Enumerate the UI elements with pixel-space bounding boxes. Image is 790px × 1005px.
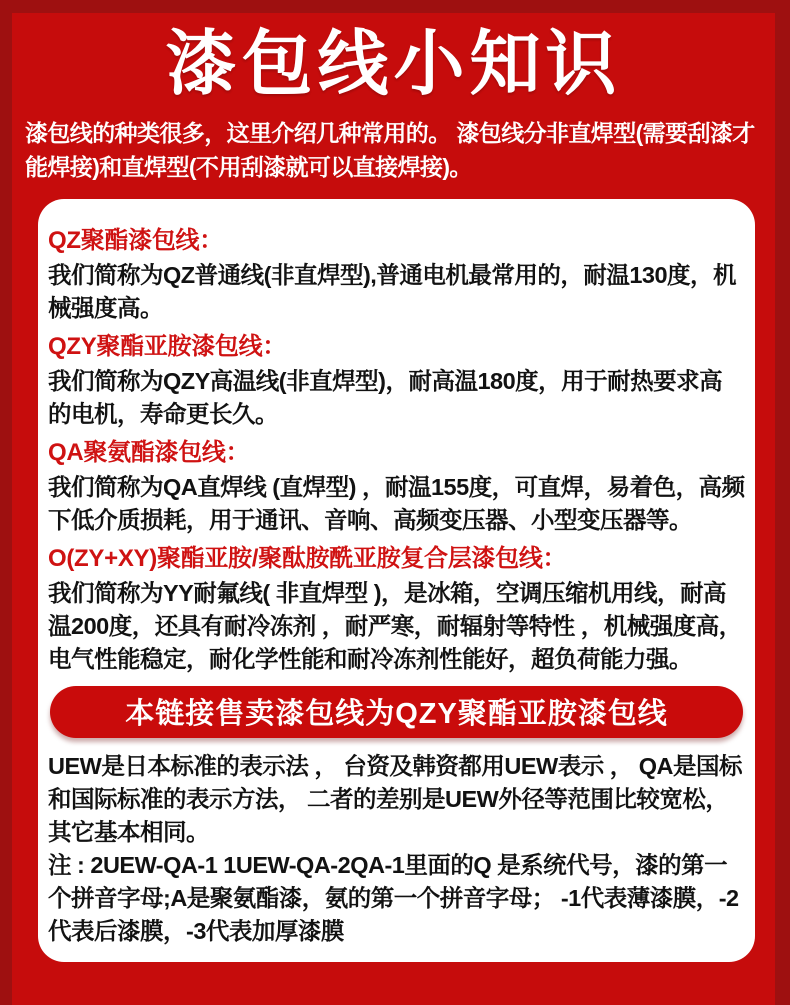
uew-standard-note: UEW是日本标准的表示法 ， 台资及韩资都用UEW表示 ， QA是国标和国际标准的表示方法， 二者的差别是UEW外径等范围比较宽松，其它基本相同。 <box>48 752 743 845</box>
section-body-qz: 我们简称为QZ普通线(非直焊型),普通电机最常用的，耐温130度，机械强度高。 <box>48 261 737 321</box>
code-explanation-note: 注 : 2UEW-QA-1 1UEW-QA-2QA-1里面的Q 是系统代号，漆的第一个拼音字母;A是聚氨酯漆，氨的第一个拼音字母； -1代表薄漆膜，-2代表后漆膜，-3代表加厚漆膜 <box>48 851 739 944</box>
page-title: 漆包线小知识 <box>165 25 622 104</box>
section-heading-qa: QA聚氨酯漆包线： <box>48 438 250 466</box>
section-body-qzy: 我们简称为QZY高温线(非直焊型)，耐高温180度，用于耐热要求高的电机，寿命更长久。 <box>48 367 723 427</box>
wire-type-section-qa <box>48 434 745 537</box>
main-area <box>12 13 775 1005</box>
intro-text: 漆包线的种类很多，这里介绍几种常用的。 漆包线分非直焊型(需要刮漆才能焊接)和直焊型(不用刮漆就可以直接焊接)。 <box>25 119 755 180</box>
wire-type-section-qzy <box>48 328 745 431</box>
section-heading-qz: QZ聚酯漆包线： <box>48 226 223 254</box>
wire-type-section-ozyxy <box>48 540 745 676</box>
info-card <box>38 199 755 962</box>
wire-type-section-qz <box>48 222 745 325</box>
sale-banner: 本链接售卖漆包线为QZY聚酯亚胺漆包线 <box>50 686 743 738</box>
section-heading-qzy: QZY聚酯亚胺漆包线： <box>48 332 287 360</box>
section-body-ozyxy: 我们简称为YY耐氟线( 非直焊型 )，是冰箱，空调压缩机用线，耐高温200度，还具有耐冷冻剂 ，耐严寒，耐辐射等特性 ，机械强度高，电气性能稳定，耐化学性能和耐冷冻剂性能好，超负荷能力强。 <box>48 579 742 672</box>
section-body-qa: 我们简称为QA直焊线 (直焊型) ，耐温155度，可直焊，易着色，高频下低介质损耗，用于通讯、音响、高频变压器、小型变压器等。 <box>48 473 745 533</box>
section-heading-ozyxy: O(ZY+XY)聚酯亚胺/聚酞胺酰亚胺复合层漆包线： <box>48 544 567 572</box>
